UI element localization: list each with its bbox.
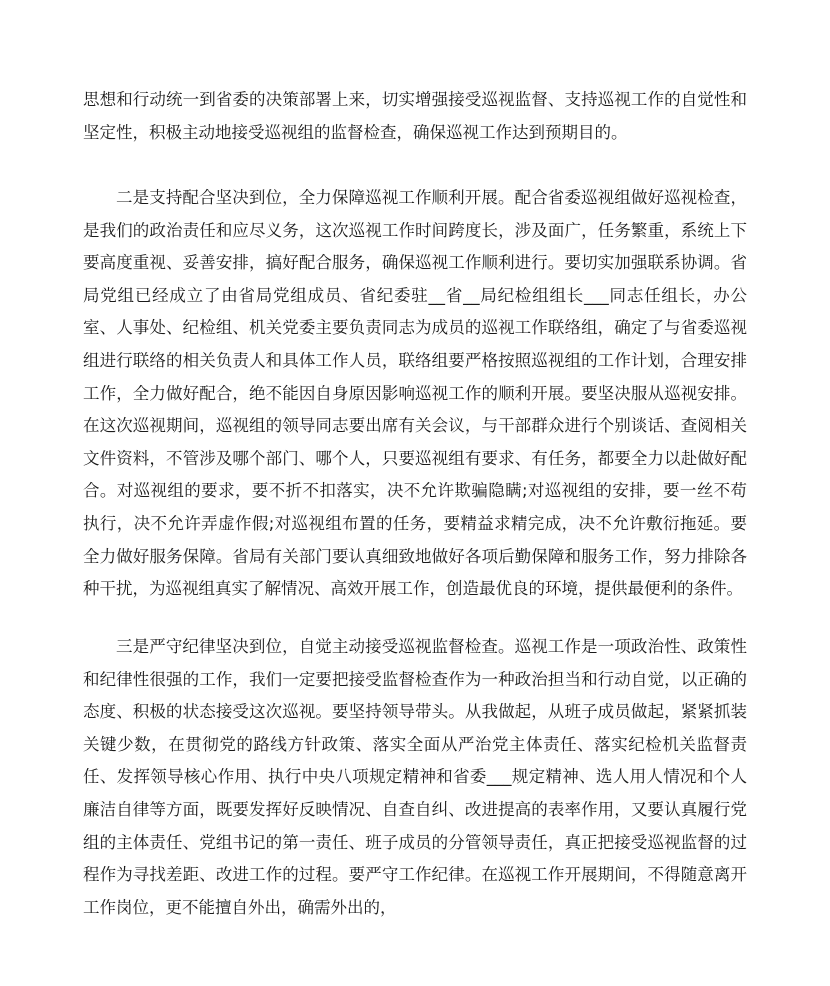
paragraph-continuation: 思想和行动统一到省委的决策部署上来，切实增强接受巡视监督、支持巡视工作的自觉性和坚定性，积极主动地接受巡视组的监督检查，确保巡视工作达到预期目的。 — [83, 90, 747, 142]
paragraph-support-cooperation: 二是支持配合坚决到位，全力保障巡视工作顺利开展。配合省委巡视组做好巡视检查，是我们的政治责任和应尽义务，这次巡视工作时间跨度长，涉及面广，任务繁重，系统上下要高度重视、妥善安排，搞好配合服务，确保巡视工作顺利进行。要切实加强联系协调。省局党组已经成立了由省局党组成员、省纪委驻__省__局纪检组组长___同志任组长，办公室、人事处、纪检组、机关党委主要负责同志为成员的巡视工作联络组，确定了与省委巡视组进行联络的相关负责人和具体工作人员，联络组要严格按照巡视组的工作计划，合理安排工作，全力做好配合，绝不能因自身原因影响巡视工作的顺利开展。要坚决服从巡视安排。在这次巡视期间，巡视组的领导同志要出席有关会议，与干部群众进行个别谈话、查阅相关文件资料，不管涉及哪个部门、哪个人，只要巡视组有要求、有任务，都要全力以赴做好配合。对巡视组的要求，要不折不扣落实，决不允许欺骗隐瞒;对巡视组的安排，要一丝不苟执行，决不允许弄虚作假;对巡视组布置的任务，要精益求精完成，决不允许敷衍拖延。要全力做好服务保障。省局有关部门要认真细致地做好各项后勤保障和服务工作，努力排除各种干扰，为巡视组真实了解情况、高效开展工作，创造最优良的环境，提供最便利的条件。 — [83, 188, 747, 599]
paragraph-discipline: 三是严守纪律坚决到位，自觉主动接受巡视监督检查。巡视工作是一项政治性、政策性和纪律性很强的工作，我们一定要把接受监督检查作为一种政治担当和行动自觉，以正确的态度、积极的状态接受这次巡视。要坚持领导带头。从我做起，从班子成员做起，紧紧抓装关键少数，在贯彻党的路线方针政策、落实全面从严治党主体责任、落实纪检机关监督责任、发挥领导核心作用、执行中央八项规定精神和省委___规定精神、选人用人情况和个人廉洁自律等方面，既要发挥好反映情况、自查自纠、改进提高的表率作用，又要认真履行党组的主体责任、党组书记的第一责任、班子成员的分管领导责任，真正把接受巡视监督的过程作为寻找差距、改进工作的过程。要严守工作纪律。在巡视工作开展期间，不得随意离开工作岗位，更不能擅自外出，确需外出的， — [83, 637, 747, 917]
